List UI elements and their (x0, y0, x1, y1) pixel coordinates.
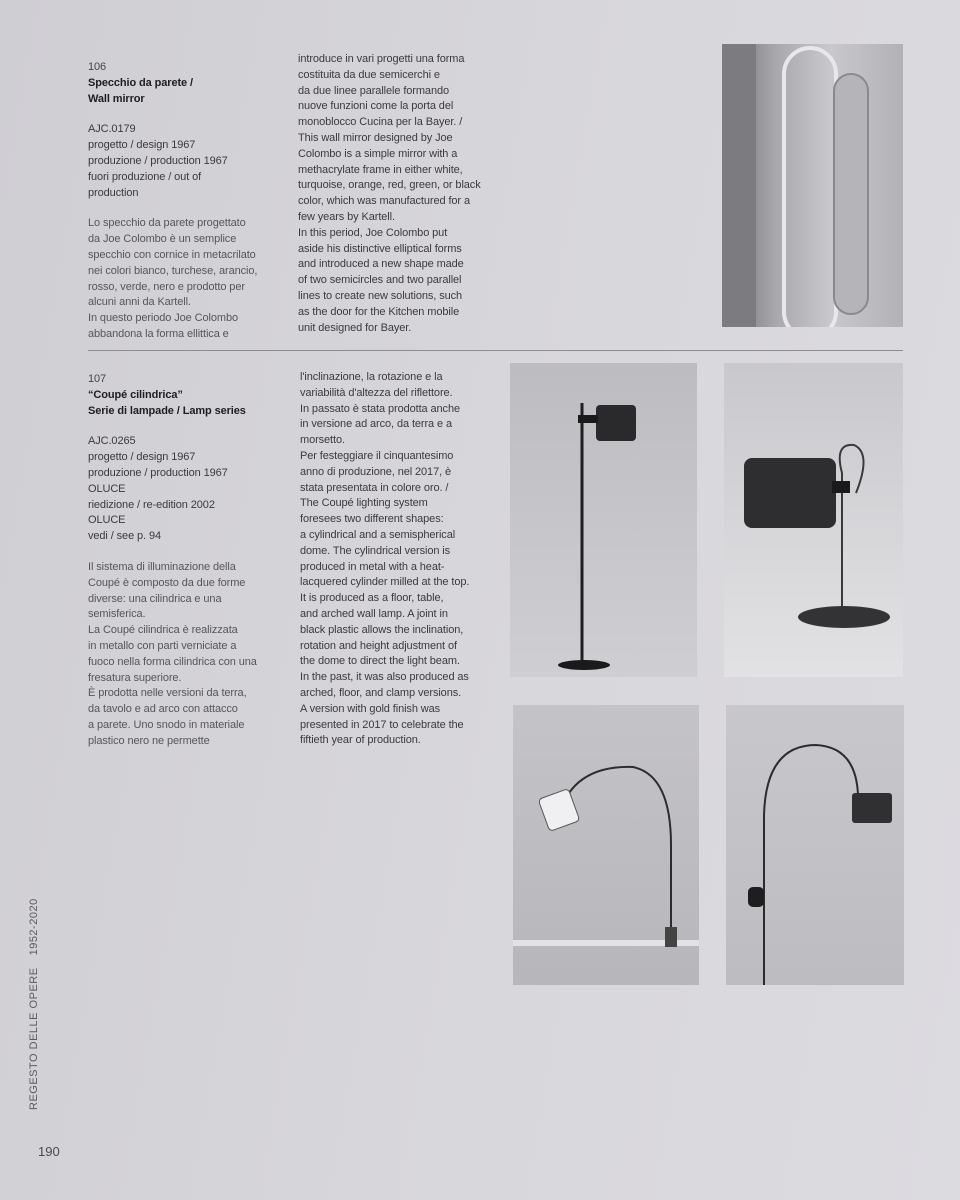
text-line: aside his distinctive elliptical forms (298, 242, 462, 255)
entry-number: 107 (88, 373, 107, 385)
text-line: produzione / production 1967 (88, 466, 228, 479)
text-line: fuori produzione / out of (88, 170, 202, 183)
page-number: 190 (38, 1144, 60, 1159)
text-line: turquoise, orange, red, green, or black (298, 179, 481, 192)
arched-lamp-photo (513, 705, 699, 985)
text-line: nei colori bianco, turchese, arancio, (88, 264, 258, 277)
text-line: AJC.0265 (88, 435, 136, 448)
text-line: Lo specchio da parete progettato (88, 217, 246, 230)
text-line: introduce in vari progetti una forma (298, 53, 465, 65)
text-line: rosso, verde, nero e prodotto per (88, 280, 245, 293)
text-line: The Coupé lighting system (300, 497, 428, 510)
text-line: methacrylate frame in either white, (298, 163, 463, 176)
entry-106-left-column (88, 60, 288, 343)
text-line: specchio con cornice in metacrilato (88, 248, 256, 261)
text-line: It is produced as a floor, table, (300, 592, 444, 605)
text-line: AJC.0179 (88, 123, 136, 136)
section-years: 1952-2020 (28, 898, 40, 956)
text-line: riedizione / re-edition 2002 (88, 498, 215, 511)
text-line: a cylindrical and a semispherical (300, 528, 456, 541)
text-line: Per festeggiare il cinquantesimo (300, 449, 454, 462)
text-line: variabilità d'altezza del riflettore. (300, 386, 453, 399)
text-line: lines to create new solutions, such (298, 289, 463, 302)
entry-italian-text (88, 216, 288, 342)
text-line: In passato è stata prodotta anche (300, 402, 460, 415)
text-line: da tavolo e ad arco con attacco (88, 703, 238, 716)
section-name: REGESTO DELLE OPERE (28, 967, 40, 1110)
text-line: monoblocco Cucina per la Bayer. / (298, 116, 463, 129)
text-line: anno di produzione, nel 2017, è (300, 465, 452, 478)
text-line: as the door for the Kitchen mobile (298, 305, 460, 318)
text-line: and arched wall lamp. A joint in (300, 607, 448, 620)
floor-lamp-photo (510, 363, 697, 677)
entry-description (300, 370, 500, 749)
text-line: This wall mirror designed by Joe (298, 131, 453, 144)
text-line: lacquered cylinder milled at the top. (300, 576, 470, 589)
section-divider (88, 350, 903, 351)
entry-107-left-column (88, 372, 288, 750)
entry-number: 106 (88, 61, 107, 73)
text-line: Wall mirror (88, 92, 145, 105)
text-line: the dome to direct the light beam. (300, 655, 460, 668)
text-line: black plastic allows the inclination, (300, 623, 464, 636)
entry-107-right-column (300, 370, 500, 749)
text-line: costituita da due semicerchi e (298, 68, 440, 81)
text-line: dome. The cylindrical version is (300, 544, 451, 557)
text-line: foresees two different shapes: (300, 513, 444, 526)
text-line: in versione ad arco, da terra e a (300, 418, 453, 431)
text-line: da Joe Colombo è un semplice (88, 233, 237, 246)
text-line: nuove funzioni come la porta del (298, 100, 454, 113)
text-line: in metallo con parti verniciate a (88, 639, 237, 652)
text-line: few years by Kartell. (298, 210, 395, 223)
text-line: semisferica. (88, 608, 146, 621)
wall-arc-lamp-photo (726, 705, 904, 985)
text-line: da due linee parallele formando (298, 84, 450, 97)
text-line: rotation and height adjustment of (300, 639, 457, 652)
text-line: abbandona la forma ellittica e (88, 327, 229, 340)
text-line: unit designed for Bayer. (298, 321, 412, 334)
text-line: “Coupé cilindrica” (88, 388, 183, 401)
text-line: La Coupé cilindrica è realizzata (88, 624, 238, 637)
text-line: stata presentata in colore oro. / (300, 481, 449, 494)
entry-title (88, 76, 288, 108)
text-line: diverse: una cilindrica e una (88, 592, 222, 605)
text-line: Il sistema di illuminazione della (88, 560, 236, 573)
table-lamp-photo (724, 363, 903, 677)
entry-description (298, 52, 498, 336)
entry-title (88, 388, 288, 420)
text-line: Colombo is a simple mirror with a (298, 147, 458, 160)
text-line: fresatura superiore. (88, 671, 182, 684)
text-line: a parete. Uno snodo in materiale (88, 718, 245, 731)
text-line: produzione / production 1967 (88, 154, 228, 167)
entry-106-right-column (298, 52, 498, 336)
text-line: È prodotta nelle versioni da terra, (88, 687, 247, 700)
text-line: color, which was manufactured for a (298, 195, 470, 208)
text-line: of two semicircles and two parallel (298, 274, 462, 287)
text-line: l'inclinazione, la rotazione e la (300, 371, 443, 383)
text-line: OLUCE (88, 482, 126, 495)
text-line: progetto / design 1967 (88, 139, 196, 152)
text-line: Serie di lampade / Lamp series (88, 404, 246, 417)
text-line: and introduced a new shape made (298, 258, 464, 271)
entry-italian-text (88, 560, 288, 750)
section-side-label (28, 898, 40, 1110)
text-line: Coupé è composto da due forme (88, 576, 246, 589)
text-line: progetto / design 1967 (88, 451, 196, 464)
text-line: In the past, it was also produced as (300, 671, 469, 684)
text-line: OLUCE (88, 514, 126, 527)
text-line: A version with gold finish was (300, 702, 441, 715)
text-line: In this period, Joe Colombo put (298, 226, 448, 239)
text-line: Specchio da parete / (88, 76, 193, 89)
text-line: presented in 2017 to celebrate the (300, 718, 464, 731)
text-line: plastico nero ne permette (88, 734, 210, 747)
text-line: In questo periodo Joe Colombo (88, 312, 238, 325)
text-line: fiftieth year of production. (300, 734, 421, 747)
entry-meta (88, 122, 288, 201)
entry-meta (88, 434, 288, 545)
wall-mirror-photo (722, 44, 903, 327)
text-line: morsetto. (300, 434, 345, 447)
text-line: arched, floor, and clamp versions. (300, 686, 462, 699)
text-line: alcuni anni da Kartell. (88, 296, 191, 309)
text-line: production (88, 186, 139, 199)
text-line: fuoco nella forma cilindrica con una (88, 655, 257, 668)
text-line: produced in metal with a heat- (300, 560, 445, 573)
text-line: vedi / see p. 94 (88, 530, 162, 543)
